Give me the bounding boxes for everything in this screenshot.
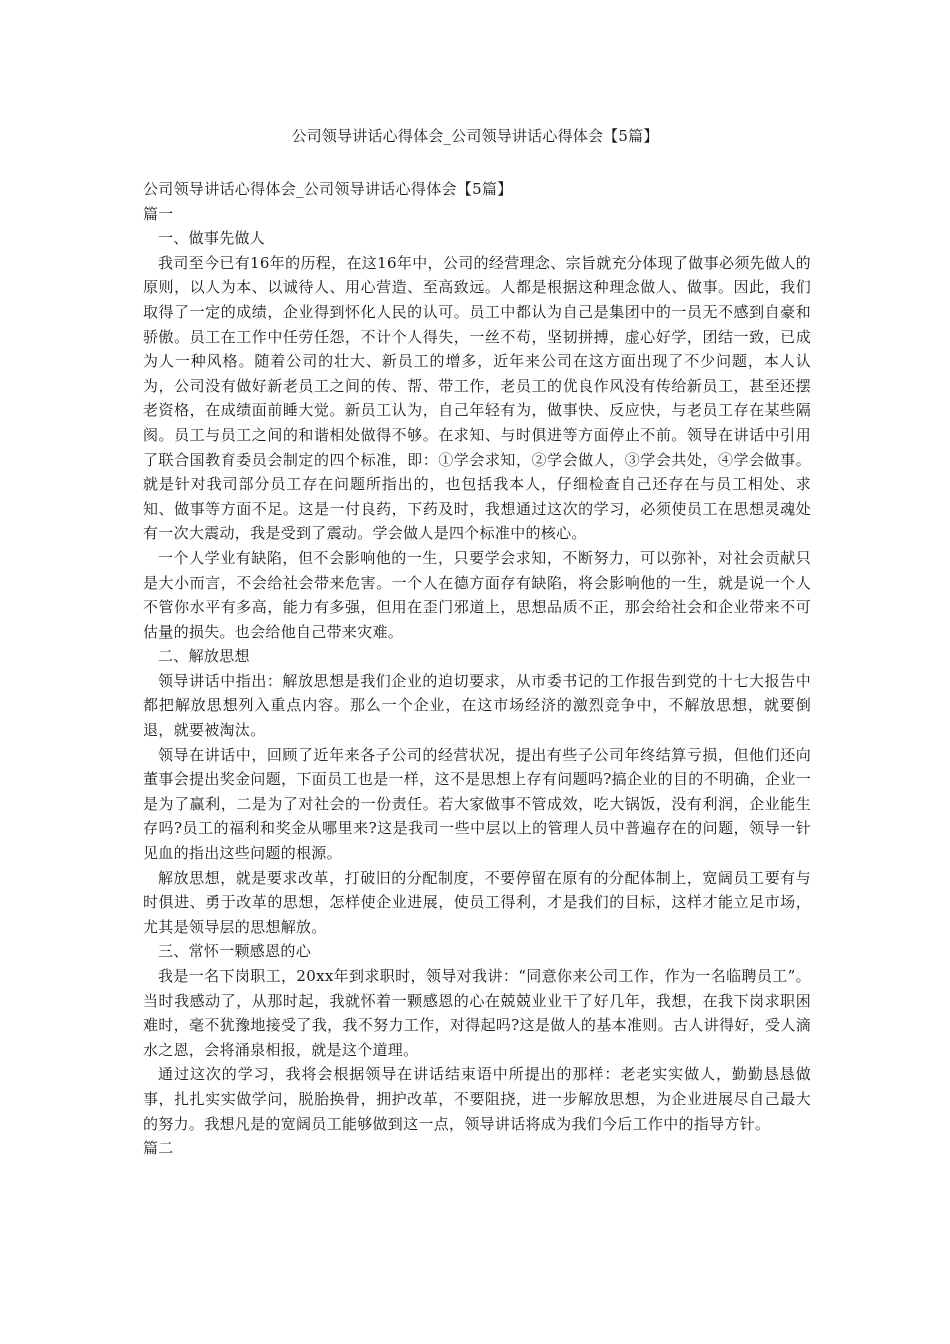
paragraph-6: 我是一名下岗职工，20xx年到求职时，领导对我讲：“同意你来公司工作，作为一名临聘员工”。当时我感动了，从那时起，我就怀着一颗感恩的心在兢兢业业干了好几年，我想，在我下岗求职困难时，毫不犹豫地接受了我，我不努力工作，对得起吗?这是做人的基本准则。古人讲得好，受人滴水之恩，会将涌泉相报，就是这个道理。 (143, 967, 811, 1059)
section-heading-1: 一、做事先做人 (158, 229, 266, 248)
part-label-2: 篇二 (143, 1139, 174, 1158)
document-body (143, 177, 811, 1161)
paragraph-4: 领导在讲话中，回顾了近年来各子公司的经营状况，提出有些子公司年终结算亏损，但他们还向董事会提出奖金问题，下面员工也是一样，这不是思想上存有问题吗?搞企业的目的不明确，企业一是为了赢利，二是为了对社会的一份责任。若大家做事不管成效，吃大锅饭，没有利润，企业能生存吗?员工的福利和奖金从哪里来?这是我司一些中层以上的管理人员中普遍存在的问题，领导一针见血的指出这些问题的根源。 (143, 745, 811, 863)
paragraph-3: 领导讲话中指出：解放思想是我们企业的迫切要求，从市委书记的工作报告到党的十七大报告中都把解放思想列入重点内容。那么一个企业，在这市场经济的激烈竞争中，不解放思想，就要倒退，就要被淘汰。 (143, 671, 811, 740)
body-subtitle: 公司领导讲话心得体会_公司领导讲话心得体会【5篇】 (143, 180, 513, 198)
paragraph-2: 一个人学业有缺陷，但不会影响他的一生，只要学会求知，不断努力，可以弥补，对社会贡献只是大小而言，不会给社会带来危害。一个人在德方面存有缺陷，将会影响他的一生，就是说一个人不管你水平有多高，能力有多强，但用在歪门邪道上，思想品质不正，那会给社会和企业带来不可估量的损失。也会给他自己带来灾难。 (143, 548, 811, 641)
section-heading-3: 三、常怀一颗感恩的心 (158, 942, 312, 961)
document-title: 公司领导讲话心得体会_公司领导讲话心得体会【5篇】 (291, 127, 659, 145)
paragraph-5: 解放思想，就是要求改革，打破旧的分配制度，不要停留在原有的分配体制上，宽阔员工要有与时俱进、勇于改革的思想，怎样使企业进展，使员工得利，才是我们的目标，这样才能立足市场，尤其是领导层的思想解放。 (143, 868, 811, 936)
paragraph-1: 我司至今已有16年的历程，在这16年中，公司的经营理念、宗旨就充分体现了做事必须先做人的原则，以人为本、以诚待人、用心营造、至高致远。人都是根据这种理念做人、做事。因此，我们取得了一定的成绩，企业得到怀化人民的认可。员工中都认为自己是集团中的一员无不感到自豪和骄傲。员工在工作中任劳任怨，不计个人得失，一丝不苟，坚韧拼搏，虚心好学，团结一致，已成为人一种风格。随着公司的壮大、新员工的增多，近年来公司在这方面出现了不少问题，本人认为，公司没有做好新老员工之间的传、帮、带工作，老员工的优良作风没有传给新员工，甚至还摆老资格，在成绩面前睡大觉。新员工认为，自己年轻有为，做事快、反应快，与老员工存在某些隔阂。员工与员工之间的和谐相处做得不够。在求知、与时俱进等方面停止不前。领导在讲话中引用了联合国教育委员会制定的四个标准，即：①学会求知，②学会做人，③学会共处，④学会做事。就是针对我司部分员工存在问题所指出的，也包括我本人，仔细检查自己还存在与员工相处、求知、做事等方面不足。这是一付良药，下药及时，我想通过这次的学习，必须使员工在思想灵魂处有一次大震动，我是受到了震动。学会做人是四个标准中的核心。 (143, 253, 811, 543)
part-label-1: 篇一 (143, 204, 174, 223)
section-heading-2: 二、解放思想 (158, 647, 250, 666)
paragraph-7: 通过这次的学习，我将会根据领导在讲话结束语中所提出的那样：老老实实做人，勤勤恳恳做事，扎扎实实做学问，脱胎换骨，拥护改革，不要阻挠，进一步解放思想，为企业进展尽自己最大的努力。我想凡是的宽阔员工能够做到这一点，领导讲话将成为我们今后工作中的指导方针。 (143, 1065, 811, 1133)
